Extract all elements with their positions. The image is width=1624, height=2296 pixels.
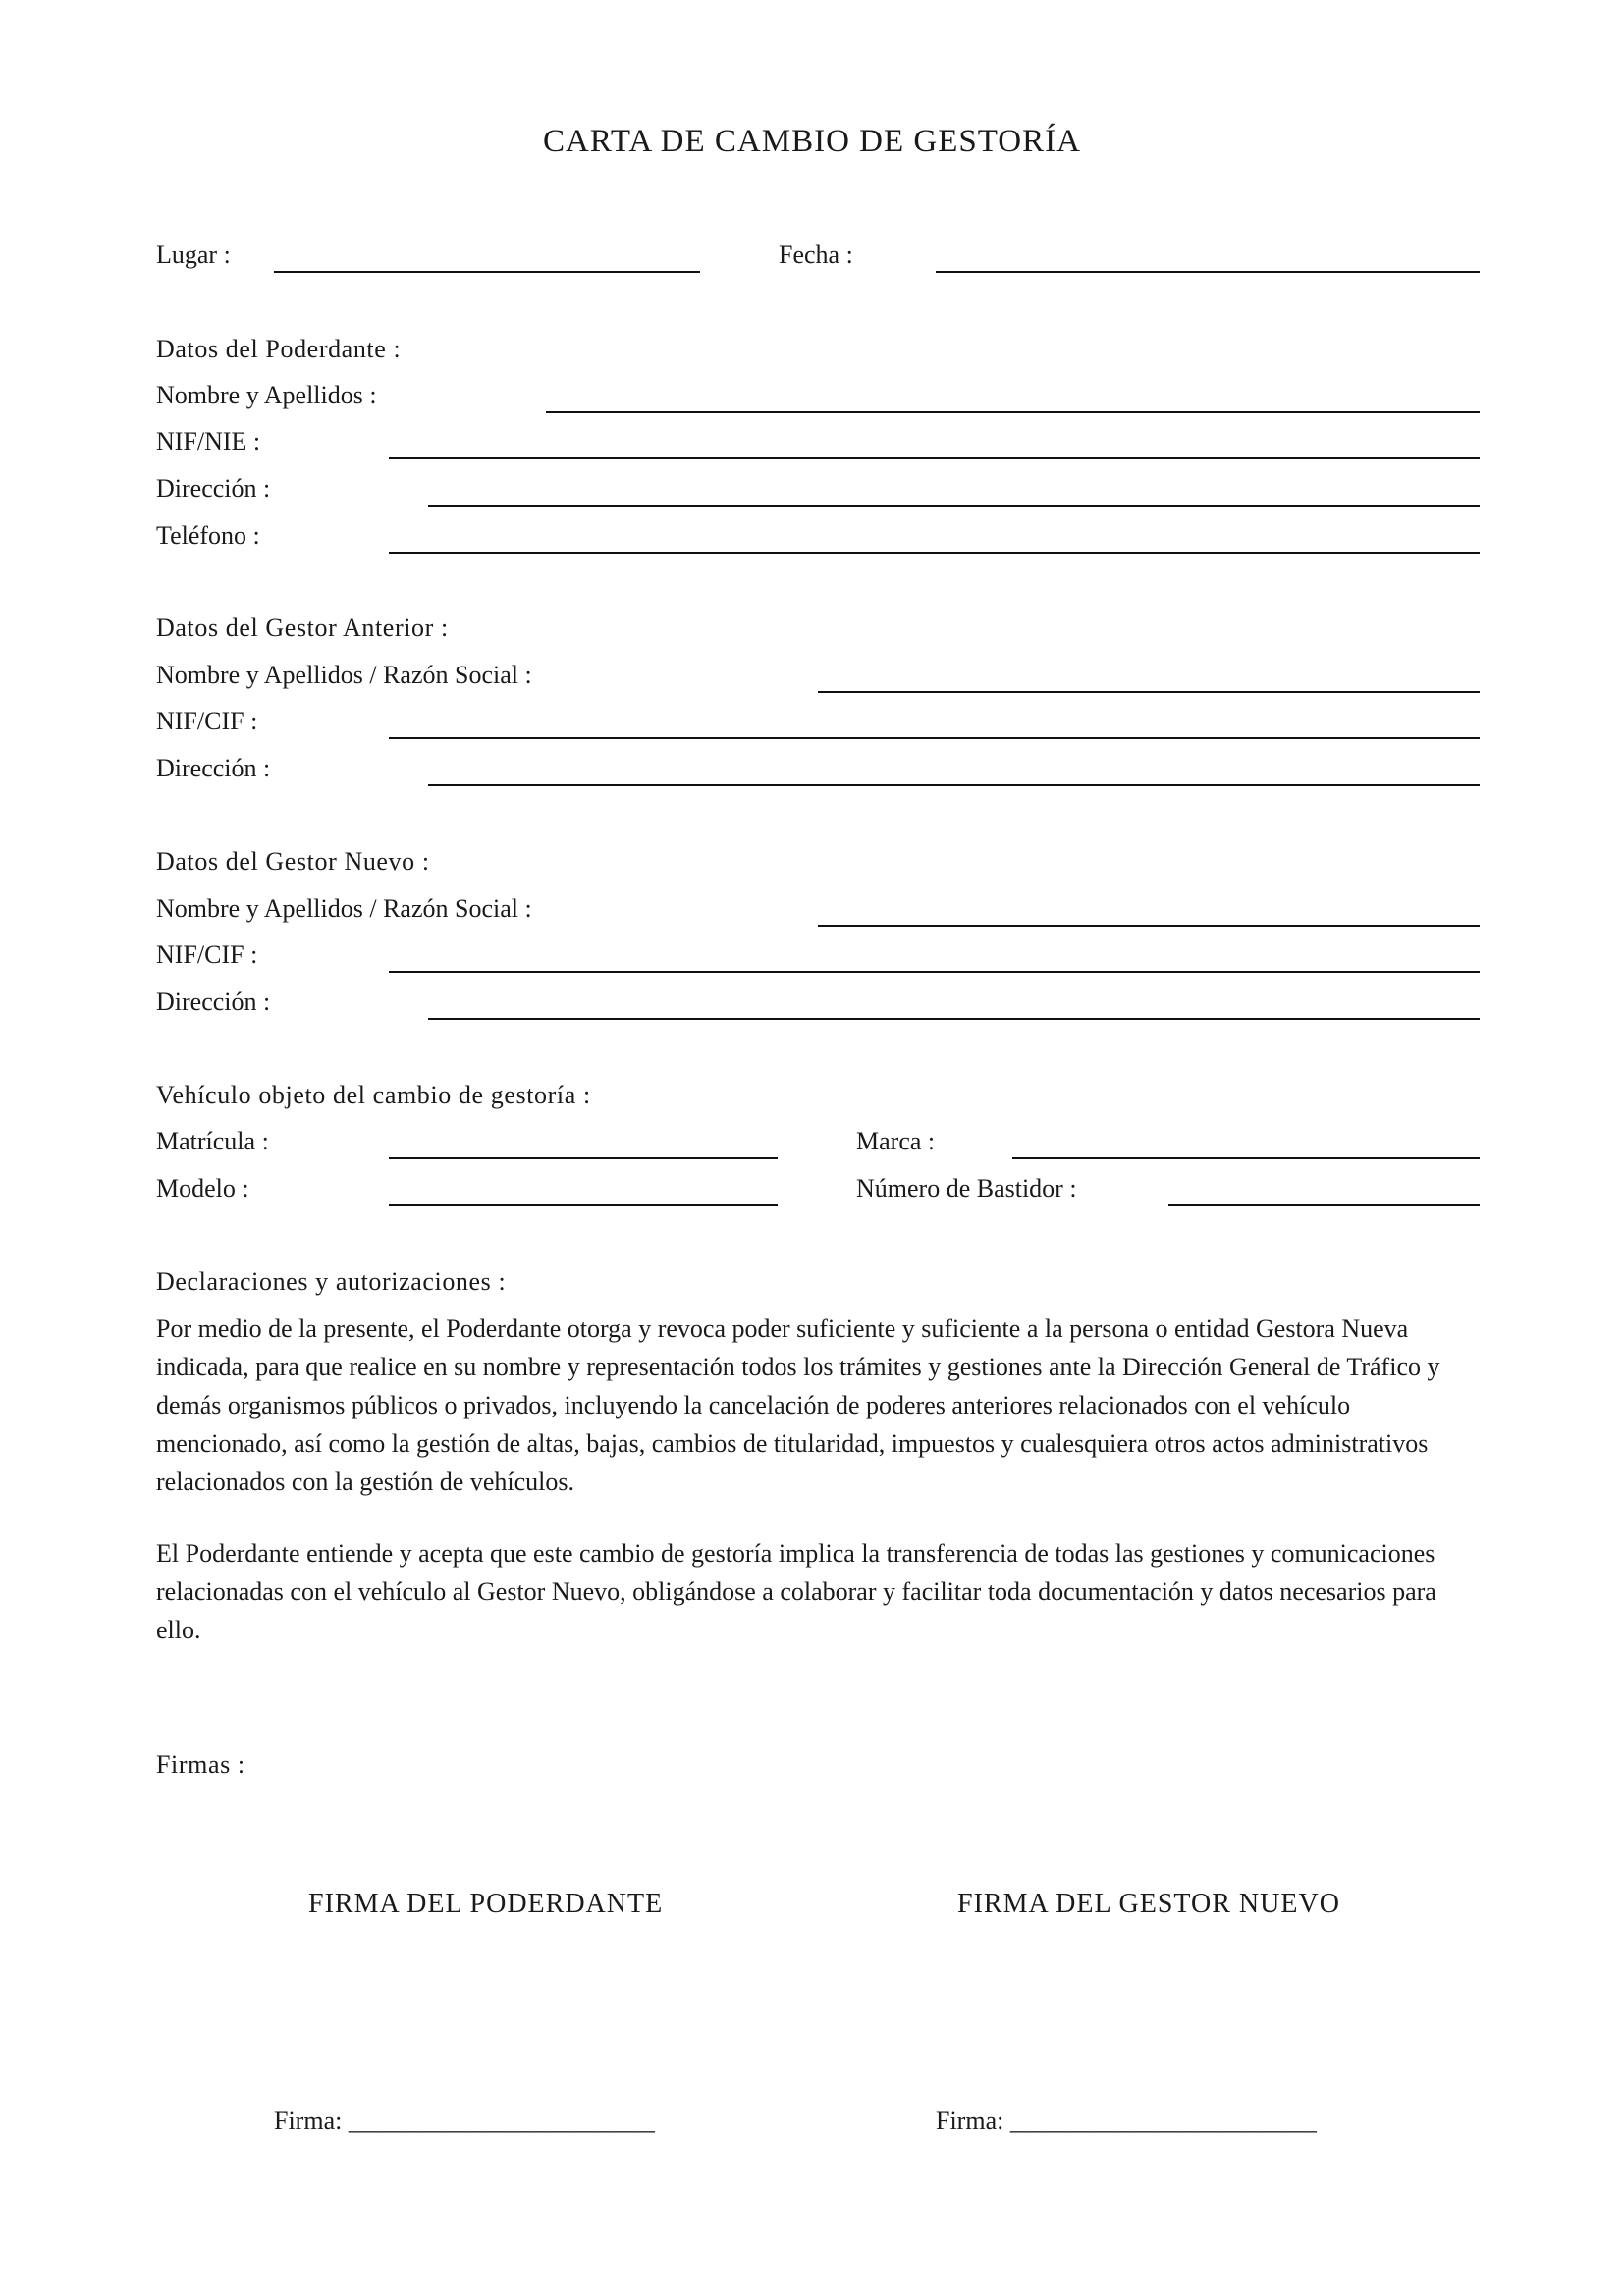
bastidor-line[interactable] [1168, 1204, 1480, 1206]
gestor-nuevo-nif-line[interactable] [389, 971, 1480, 973]
firma-gestor-title: FIRMA DEL GESTOR NUEVO [957, 1889, 1340, 1919]
poderdante-nif-label: NIF/NIE : [156, 427, 261, 455]
poderdante-nombre-label: Nombre y Apellidos : [156, 381, 377, 409]
declaraciones-paragraph-1: Por medio de la presente, el Poderdante otorga y revoca poder suficiente y suficiente a la persona o entidad Gestora Nueva indicada, para que realice en su nombre y representación todos los trámites y gestiones ante la Dirección General de Tráfico y demás organismos públicos o privados, incluyendo la cancelación de poderes anteriores relacionados con el vehículo mencionado, así como la gestión de altas, bajas, cambios de titularidad, impuestos y cualesquiera otros actos administrativos relacionados con la gestión de vehículos. [156, 1314, 1440, 1496]
gestor-anterior-heading: Datos del Gestor Anterior : [156, 614, 449, 642]
declaraciones-paragraph-2: El Poderdante entiende y acepta que este cambio de gestoría implica la transferencia de todas las gestiones y comunicaciones relacionadas con el vehículo al Gestor Nuevo, obligándose a colaborar y facilitar toda documentación y datos necesarios para ello. [156, 1539, 1436, 1644]
lugar-label: Lugar : [156, 240, 231, 269]
declaraciones-heading: Declaraciones y autorizaciones : [156, 1267, 507, 1296]
poderdante-nombre-line[interactable] [546, 411, 1480, 413]
poderdante-nif-line[interactable] [389, 457, 1480, 459]
matricula-line[interactable] [389, 1157, 778, 1159]
fecha-label: Fecha : [779, 240, 853, 269]
modelo-label: Modelo : [156, 1174, 249, 1202]
vehiculo-heading: Vehículo objeto del cambio de gestoría : [156, 1081, 591, 1109]
gestor-anterior-direccion-label: Dirección : [156, 754, 271, 782]
gestor-nuevo-heading: Datos del Gestor Nuevo : [156, 847, 430, 876]
matricula-label: Matrícula : [156, 1127, 269, 1155]
gestor-nuevo-direccion-line[interactable] [428, 1018, 1480, 1020]
poderdante-direccion-line[interactable] [428, 505, 1480, 507]
gestor-anterior-nif-line[interactable] [389, 737, 1480, 739]
firmas-heading: Firmas : [156, 1750, 245, 1779]
gestor-nuevo-nombre-label: Nombre y Apellidos / Razón Social : [156, 894, 532, 923]
poderdante-direccion-label: Dirección : [156, 474, 271, 503]
gestor-anterior-nombre-label: Nombre y Apellidos / Razón Social : [156, 661, 532, 689]
gestor-nuevo-direccion-label: Dirección : [156, 988, 271, 1016]
firma-poderdante-field[interactable]: Firma: ________________________ [274, 2107, 655, 2135]
lugar-field-line[interactable] [274, 271, 700, 273]
firma-gestor-field[interactable]: Firma: ________________________ [936, 2107, 1317, 2135]
gestor-anterior-nombre-line[interactable] [818, 691, 1480, 693]
firma-poderdante-title: FIRMA DEL PODERDANTE [308, 1889, 664, 1919]
modelo-line[interactable] [389, 1204, 778, 1206]
gestor-anterior-nif-label: NIF/CIF : [156, 707, 258, 735]
poderdante-telefono-line[interactable] [389, 552, 1480, 554]
poderdante-telefono-label: Teléfono : [156, 521, 260, 550]
poderdante-heading: Datos del Poderdante : [156, 335, 402, 363]
document-title: CARTA DE CAMBIO DE GESTORÍA [543, 124, 1081, 159]
fecha-field-line[interactable] [936, 271, 1480, 273]
gestor-nuevo-nombre-line[interactable] [818, 925, 1480, 927]
gestor-nuevo-nif-label: NIF/CIF : [156, 940, 258, 969]
marca-line[interactable] [1012, 1157, 1480, 1159]
gestor-anterior-direccion-line[interactable] [428, 784, 1480, 786]
marca-label: Marca : [856, 1127, 936, 1155]
bastidor-label: Número de Bastidor : [856, 1174, 1077, 1202]
